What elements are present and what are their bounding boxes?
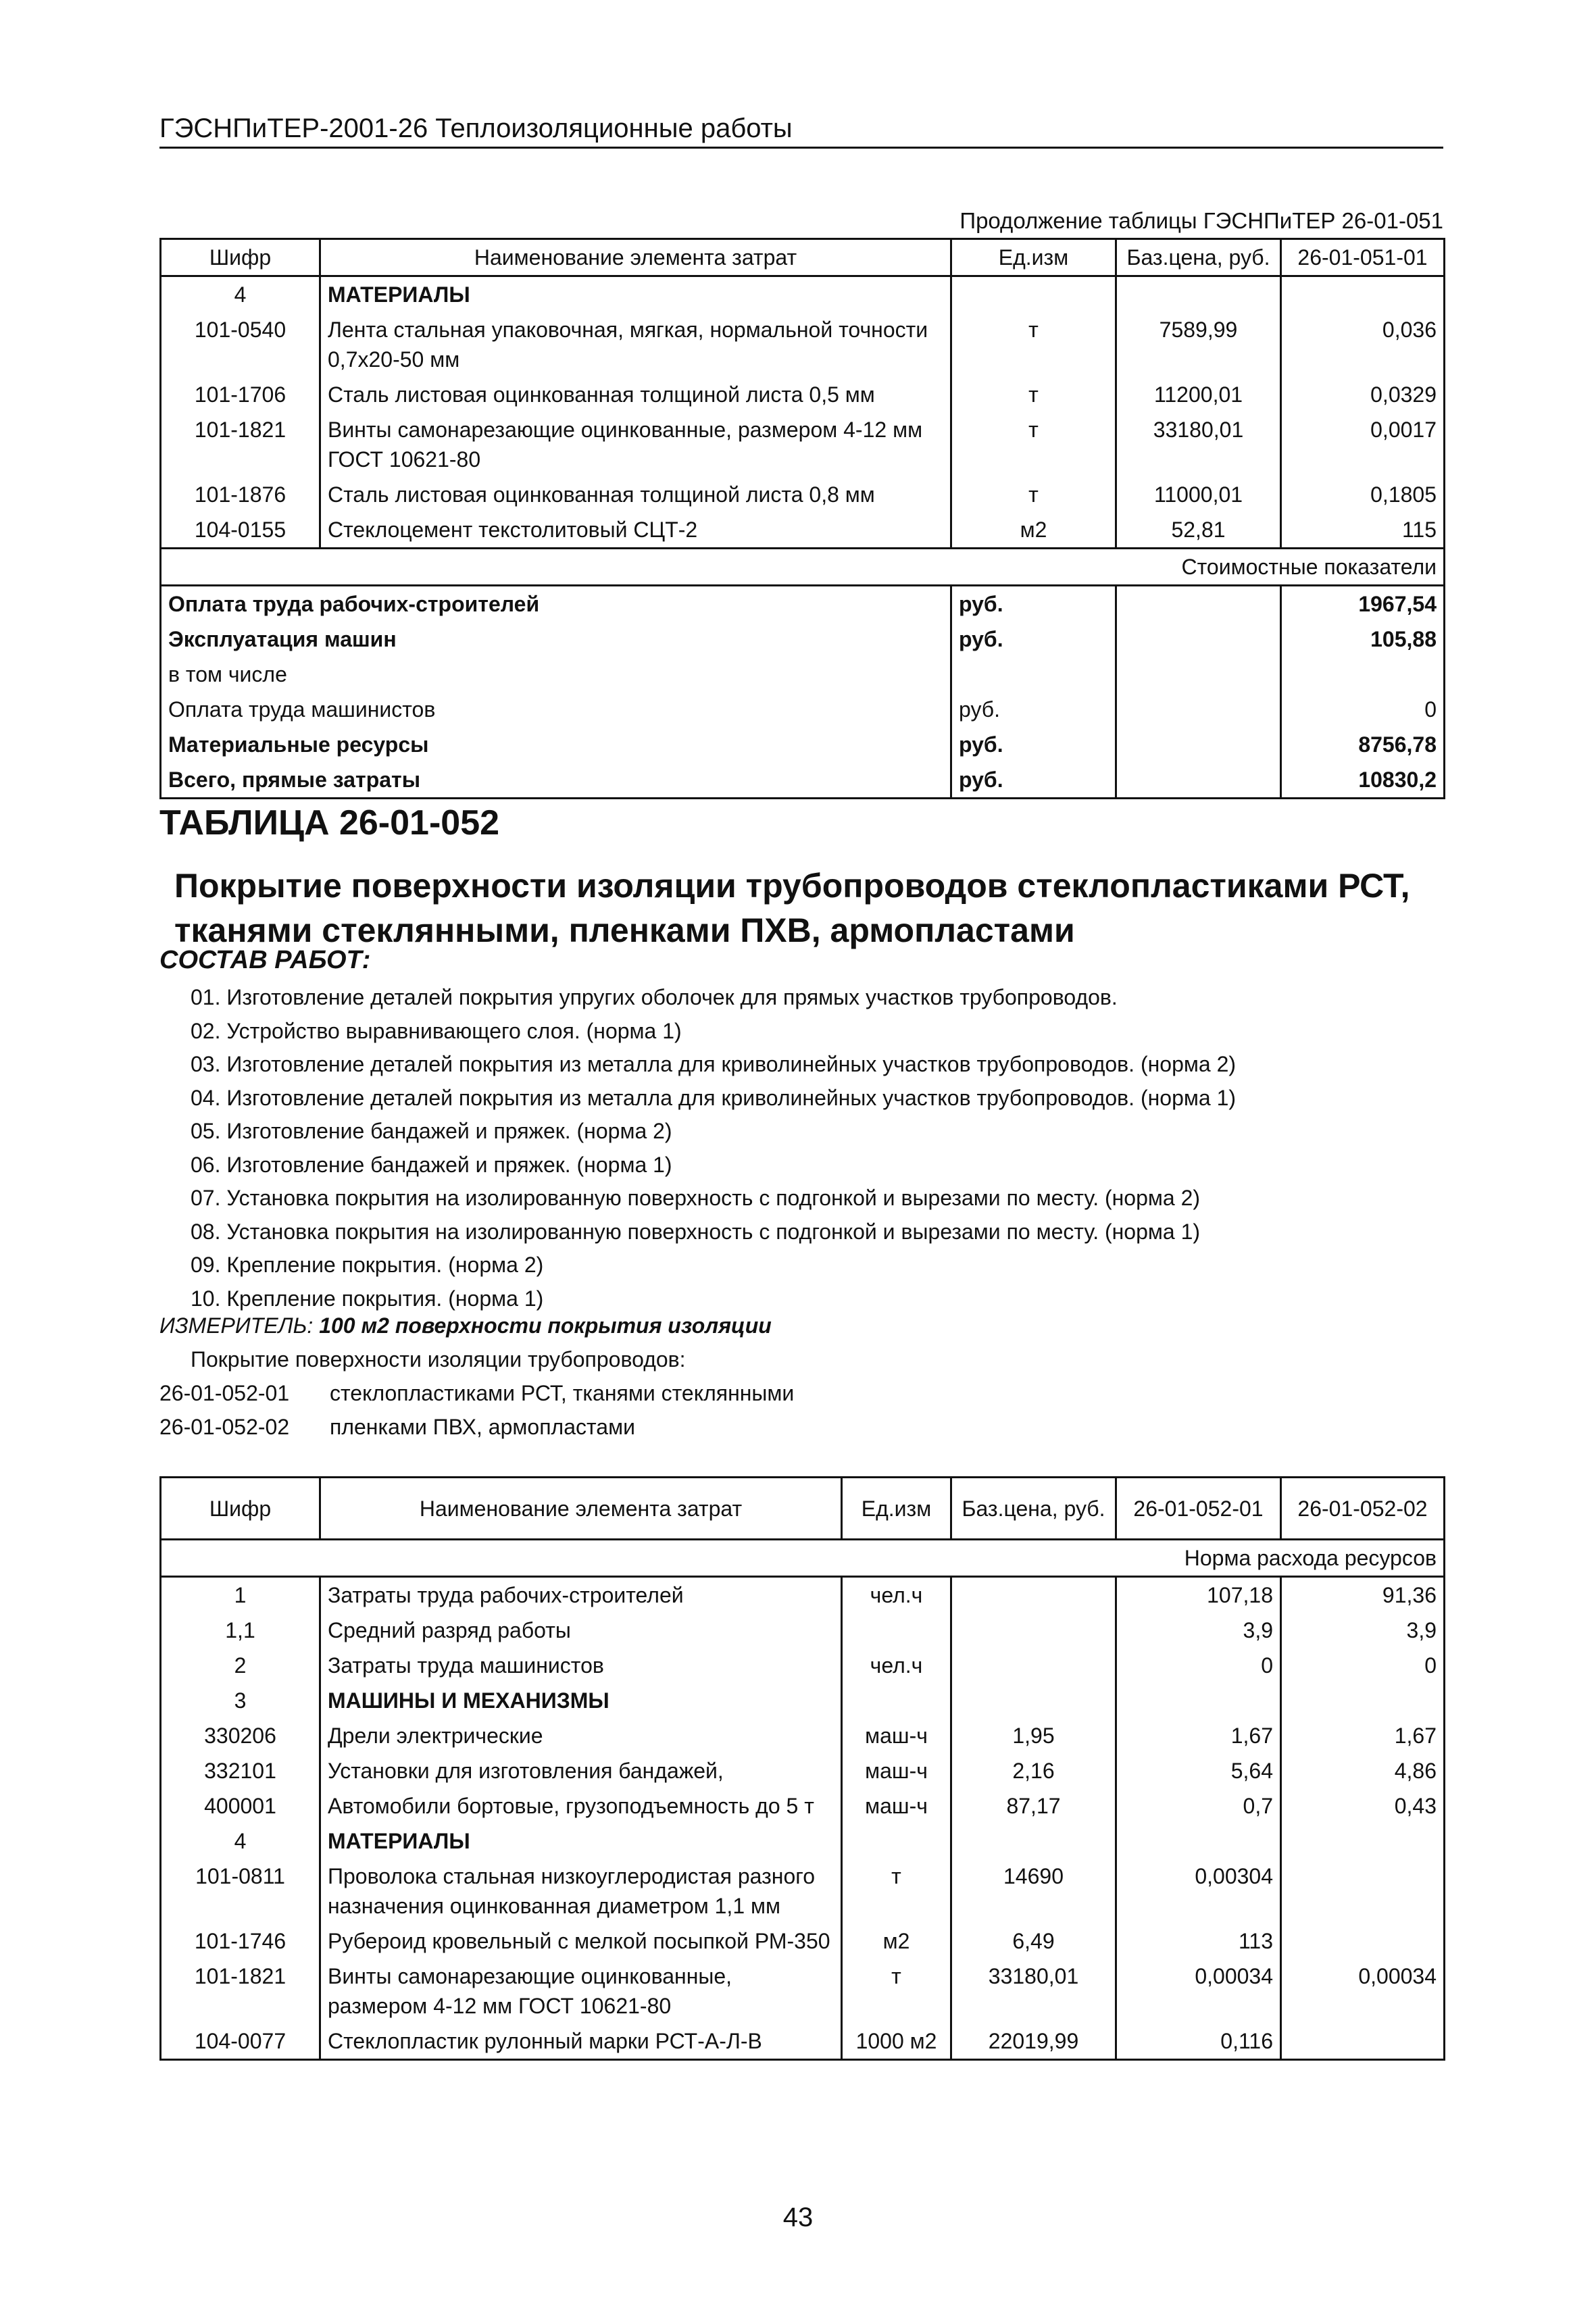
column-header: Наименование элемента затрат [320,1478,842,1540]
table-title: ТАБЛИЦА 26-01-052 [159,803,500,842]
table-26-01-051 [159,238,1445,799]
cell-unit: т [842,1859,951,1923]
cost-name: Оплата труда машинистов [161,692,951,727]
cell-value: 0,0017 [1281,412,1445,477]
cell-value-1: 107,18 [1116,1577,1281,1613]
cell-value-1: 3,9 [1116,1613,1281,1648]
cell-unit: маш-ч [842,1753,951,1788]
cell-value-2: 91,36 [1281,1577,1445,1613]
norm-code: 26-01-052-02 [159,1415,290,1439]
cell-price [951,1613,1116,1648]
cost-value: 10830,2 [1281,762,1445,799]
cost-name: Всего, прямые затраты [161,762,951,799]
table-row [161,512,1445,549]
cell-code: 101-1746 [161,1923,320,1959]
list-item: 01. Изготовление деталей покрытия упругих оболочек для прямых участков трубопроводов. [191,985,1118,1009]
cell-value-2 [1281,1823,1445,1859]
norm-header: Норма расхода ресурсов [161,1540,1445,1577]
table-row [161,1577,1445,1613]
table-row [161,477,1445,512]
cell-price: 11000,01 [1116,477,1281,512]
cell-code: 1 [161,1577,320,1613]
column-header: Ед.изм [951,239,1116,276]
cell-code: 101-1821 [161,1959,320,2023]
cell-unit [842,1613,951,1648]
cell-value-2: 0,43 [1281,1788,1445,1823]
list-item: 04. Изготовление деталей покрытия из металла для криволинейных участков трубопроводов. (норма 1) [191,1085,1237,1110]
cell-code: 400001 [161,1788,320,1823]
cell-value-2: 0 [1281,1648,1445,1683]
cell-unit: маш-ч [842,1718,951,1753]
list-item: 05. Изготовление бандажей и пряжек. (норма 2) [191,1119,672,1143]
cell-value-2: 3,9 [1281,1613,1445,1648]
cell-price [951,1823,1116,1859]
cell-name: Проволока стальная низкоуглеродистая разного назначения оцинкованная диаметром 1,1 мм [320,1859,842,1923]
cell-name: Средний разряд работы [320,1613,842,1648]
cell-value-1: 1,67 [1116,1718,1281,1753]
cell-code: 101-1706 [161,377,320,412]
cost-empty [1116,657,1281,692]
cell-name: Затраты труда машинистов [320,1648,842,1683]
cell-name: Автомобили бортовые, грузоподъемность до 5 т [320,1788,842,1823]
cell-code: 332101 [161,1753,320,1788]
cost-empty [1116,622,1281,657]
list-item: 10. Крепление покрытия. (норма 1) [191,1286,544,1311]
cell-price [951,1683,1116,1718]
meter-line [159,1313,772,1338]
cost-row [161,692,1445,727]
table-row [161,276,1445,313]
cell-price [951,1648,1116,1683]
column-header: Шифр [161,1478,320,1540]
cell-code: 330206 [161,1718,320,1753]
column-header: Баз.цена, руб. [1116,239,1281,276]
cost-unit: руб. [951,692,1116,727]
cost-row [161,586,1445,622]
meter-label: ИЗМЕРИТЕЛЬ: [159,1313,314,1338]
cell-value: 115 [1281,512,1445,549]
works-list [191,981,1236,1315]
cell-unit [842,1823,951,1859]
cell-value-1 [1116,1683,1281,1718]
cell-value-1: 0,116 [1116,2023,1281,2060]
cell-price: 6,49 [951,1923,1116,1959]
table-26-01-052 [159,1476,1445,2061]
table-row [161,412,1445,477]
table-row [161,2023,1445,2060]
cell-unit: т [951,477,1116,512]
cell-value-2 [1281,1923,1445,1959]
table-header-row [161,239,1445,276]
cell-code: 101-0540 [161,312,320,377]
cost-unit: руб. [951,762,1116,799]
cost-value: 8756,78 [1281,727,1445,762]
cell-name: Установки для изготовления бандажей, [320,1753,842,1788]
table-row [161,312,1445,377]
cell-code: 104-0155 [161,512,320,549]
cost-header: Стоимостные показатели [161,549,1445,586]
cell-name: Лента стальная упаковочная, мягкая, нормальной точности 0,7х20-50 мм [320,312,951,377]
list-item: 06. Изготовление бандажей и пряжек. (норма 1) [191,1152,672,1177]
column-header: Ед.изм [842,1478,951,1540]
list-item: 08. Установка покрытия на изолированную поверхность с подгонкой и вырезами по месту. (норма 1) [191,1219,1201,1244]
cost-name: в том числе [161,657,951,692]
table-row [161,1613,1445,1648]
cell-value-2: 4,86 [1281,1753,1445,1788]
cell-price: 87,17 [951,1788,1116,1823]
norm-description: пленками ПВХ, армопластами [330,1415,635,1439]
cell-price: 2,16 [951,1753,1116,1788]
cell-price: 14690 [951,1859,1116,1923]
cell-value-1: 0 [1116,1648,1281,1683]
cell-name: Рубероид кровельный с мелкой посыпкой РМ-350 [320,1923,842,1959]
table-row [161,1823,1445,1859]
cell-unit [842,1683,951,1718]
cell-unit: т [951,312,1116,377]
list-item: 02. Устройство выравнивающего слоя. (норма 1) [191,1018,682,1043]
cell-value-2 [1281,2023,1445,2060]
cost-empty [1116,727,1281,762]
cell-value-2: 0,00034 [1281,1959,1445,2023]
cell-name: Сталь листовая оцинкованная толщиной листа 0,8 мм [320,477,951,512]
cell-code: 104-0077 [161,2023,320,2060]
cost-row [161,727,1445,762]
cost-empty [1116,692,1281,727]
cost-value [1281,657,1445,692]
cell-name: Стеклопластик рулонный марки РСТ-А-Л-В [320,2023,842,2060]
column-header: 26-01-051-01 [1281,239,1445,276]
cell-value-1: 0,7 [1116,1788,1281,1823]
table-row [161,1859,1445,1923]
table-row [161,1648,1445,1683]
list-item: 09. Крепление покрытия. (норма 2) [191,1253,544,1277]
list-item: 03. Изготовление деталей покрытия из металла для криволинейных участков трубопроводов. (норма 2) [191,1052,1237,1076]
table-subtitle: Покрытие поверхности изоляции трубопроводов стеклопластиками РСТ, тканями стеклянными, пленками ПХВ, армопластами [174,867,1410,949]
cell-unit: м2 [951,512,1116,549]
cell-price: 1,95 [951,1718,1116,1753]
cell-unit: т [951,412,1116,477]
works-title: СОСТАВ РАБОТ: [159,946,371,974]
cell-price: 11200,01 [1116,377,1281,412]
column-header: 26-01-052-02 [1281,1478,1445,1540]
column-header: 26-01-052-01 [1116,1478,1281,1540]
cost-unit: руб. [951,727,1116,762]
cell-value-1: 0,00304 [1116,1859,1281,1923]
cost-header-row [161,549,1445,586]
cell-name: МАТЕРИАЛЫ [320,1823,842,1859]
cell-value-2: 1,67 [1281,1718,1445,1753]
cost-name: Оплата труда рабочих-строителей [161,586,951,622]
cell-name: МАШИНЫ И МЕХАНИЗМЫ [320,1683,842,1718]
cost-row [161,622,1445,657]
cell-code: 101-1876 [161,477,320,512]
cell-unit: чел.ч [842,1577,951,1613]
cell-code: 1,1 [161,1613,320,1648]
cell-price [1116,276,1281,313]
table-row [161,1683,1445,1718]
cell-unit: м2 [842,1923,951,1959]
cell-code: 101-0811 [161,1859,320,1923]
cost-value: 1967,54 [1281,586,1445,622]
cell-price: 33180,01 [951,1959,1116,2023]
table-continuation-caption: Продолжение таблицы ГЭСНПиТЕР 26-01-051 [959,208,1443,233]
norm-description: стеклопластиками РСТ, тканями стеклянными [330,1381,795,1405]
cell-value: 0,0329 [1281,377,1445,412]
cell-name: МАТЕРИАЛЫ [320,276,951,313]
cell-value-1: 113 [1116,1923,1281,1959]
cell-price: 52,81 [1116,512,1281,549]
cell-code: 101-1821 [161,412,320,477]
cell-price: 22019,99 [951,2023,1116,2060]
table-row [161,1923,1445,1959]
table-row [161,1959,1445,2023]
cell-code: 4 [161,276,320,313]
norm-header-row [161,1540,1445,1577]
table-row [161,1788,1445,1823]
page-number: 43 [782,2203,814,2232]
cell-value: 0,036 [1281,312,1445,377]
cell-unit: т [951,377,1116,412]
cell-value-1: 0,00034 [1116,1959,1281,2023]
cost-unit [951,657,1116,692]
cost-empty [1116,586,1281,622]
table-header-row [161,1478,1445,1540]
cost-name: Материальные ресурсы [161,727,951,762]
list-item: 07. Установка покрытия на изолированную поверхность с подгонкой и вырезами по месту. (норма 2) [191,1186,1201,1210]
column-header: Наименование элемента затрат [320,239,951,276]
table-row [161,377,1445,412]
cell-unit: чел.ч [842,1648,951,1683]
cost-row [161,657,1445,692]
column-header: Шифр [161,239,320,276]
cell-value-1: 5,64 [1116,1753,1281,1788]
cell-value: 0,1805 [1281,477,1445,512]
cell-name: Затраты труда рабочих-строителей [320,1577,842,1613]
cell-unit: 1000 м2 [842,2023,951,2060]
cell-code: 3 [161,1683,320,1718]
cell-price: 7589,99 [1116,312,1281,377]
cell-code: 2 [161,1648,320,1683]
cost-unit: руб. [951,622,1116,657]
cell-value [1281,276,1445,313]
cell-price [951,1577,1116,1613]
cell-value-1 [1116,1823,1281,1859]
meter-subtitle: Покрытие поверхности изоляции трубопроводов: [191,1347,686,1372]
cell-name: Сталь листовая оцинкованная толщиной листа 0,5 мм [320,377,951,412]
cost-value: 0 [1281,692,1445,727]
cost-empty [1116,762,1281,799]
cell-name: Дрели электрические [320,1718,842,1753]
table-row [161,1753,1445,1788]
page-header: ГЭСНПиТЕР-2001-26 Теплоизоляционные работы [159,114,1443,149]
cost-unit: руб. [951,586,1116,622]
cell-unit: маш-ч [842,1788,951,1823]
cell-price: 33180,01 [1116,412,1281,477]
meter-value: 100 м2 поверхности покрытия изоляции [319,1313,772,1338]
cost-row [161,762,1445,799]
cell-code: 4 [161,1823,320,1859]
cell-unit: т [842,1959,951,2023]
cell-name: Винты самонарезающие оцинкованные, размером 4-12 мм ГОСТ 10621-80 [320,1959,842,2023]
cost-value: 105,88 [1281,622,1445,657]
cell-name: Стеклоцемент текстолитовый СЦТ-2 [320,512,951,549]
cell-value-2 [1281,1683,1445,1718]
cell-value-2 [1281,1859,1445,1923]
column-header: Баз.цена, руб. [951,1478,1116,1540]
cell-unit [951,276,1116,313]
norm-code: 26-01-052-01 [159,1381,290,1405]
table-row [161,1718,1445,1753]
cost-name: Эксплуатация машин [161,622,951,657]
cell-name: Винты самонарезающие оцинкованные, размером 4-12 мм ГОСТ 10621-80 [320,412,951,477]
